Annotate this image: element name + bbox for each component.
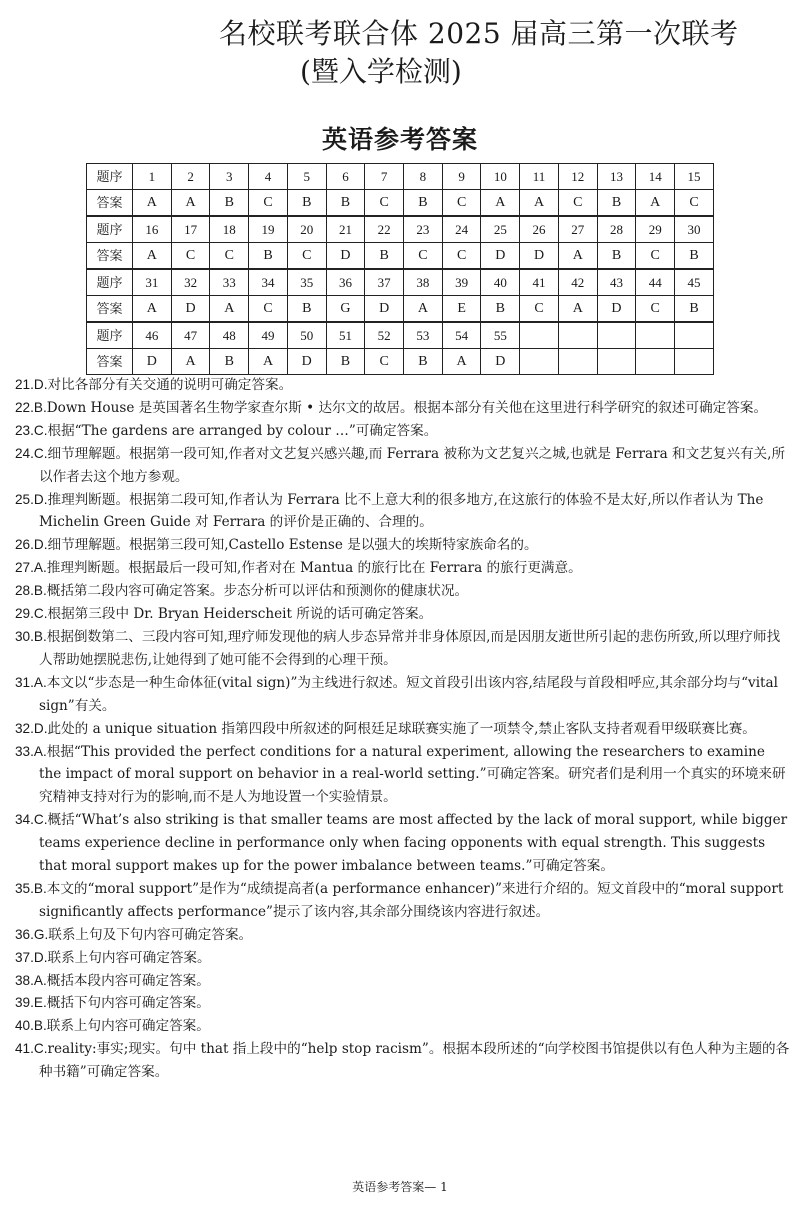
question-number-cell: 7 xyxy=(365,164,404,190)
question-number-cell: 31 xyxy=(133,269,172,296)
exam-title: 名校联考联合体 2025 届高三第一次联考 xyxy=(219,17,739,50)
question-number-cell: 18 xyxy=(210,216,249,243)
answer-cell: C xyxy=(442,190,481,217)
row-label: 答案 xyxy=(87,296,133,323)
explanation-text: 概括“What’s also striking is that smaller teams are most affected by the lack of moral support, while bigger teams experience decline in performance only when facing opponents with equal strength. This suggests that moral support makes up for the power imbalance between teams.”可确定答案。 xyxy=(39,812,788,875)
question-number-cell: 1 xyxy=(133,164,172,190)
question-number-cell: 45 xyxy=(675,269,714,296)
answer-cell: B xyxy=(365,243,404,270)
answer-cell: A xyxy=(481,190,520,217)
explanation-text: 联系上句及下句内容可确定答案。 xyxy=(48,926,253,943)
question-number-cell: 38 xyxy=(404,269,443,296)
answer-cell: D xyxy=(597,296,636,323)
answer-cell: C xyxy=(636,296,675,323)
answer-cell xyxy=(636,349,675,375)
answer-cell: A xyxy=(133,243,172,270)
question-answer-label: 39.E. xyxy=(15,995,47,1011)
answer-cell: D xyxy=(326,243,365,270)
explanation-item xyxy=(15,718,790,741)
answer-cell: B xyxy=(481,296,520,323)
explanation-text: 推理判断题。根据最后一段可知,作者对在 Mantua 的旅行比在 Ferrara 的旅行更满意。 xyxy=(46,560,582,577)
answer-cell: D xyxy=(481,243,520,270)
question-number-cell: 32 xyxy=(171,269,210,296)
answer-table xyxy=(86,163,714,375)
question-number-cell: 54 xyxy=(442,322,481,349)
question-number-cell: 36 xyxy=(326,269,365,296)
question-answer-label: 33.A. xyxy=(15,743,47,759)
answer-cell: D xyxy=(171,296,210,323)
question-number-cell: 52 xyxy=(365,322,404,349)
question-number-cell: 46 xyxy=(133,322,172,349)
question-number-cell: 23 xyxy=(404,216,443,243)
question-number-cell: 37 xyxy=(365,269,404,296)
question-answer-label: 41.C. xyxy=(15,1041,48,1057)
explanation-text: 细节理解题。根据第三段可知,Castello Estense 是以强大的埃斯特家族命名的。 xyxy=(47,537,538,554)
question-number-cell: 14 xyxy=(636,164,675,190)
answer-cell xyxy=(558,349,597,375)
question-answer-label: 40.B. xyxy=(15,1018,47,1034)
question-number-cell: 55 xyxy=(481,322,520,349)
row-label: 题序 xyxy=(87,269,133,296)
answer-cell: B xyxy=(249,243,288,270)
question-number-cell: 49 xyxy=(249,322,288,349)
answer-cell: B xyxy=(597,190,636,217)
answer-cell: A xyxy=(133,190,172,217)
question-number-cell: 19 xyxy=(249,216,288,243)
question-number-cell xyxy=(636,322,675,349)
question-number-cell: 15 xyxy=(675,164,714,190)
answer-cell: A xyxy=(636,190,675,217)
question-number-cell: 53 xyxy=(404,322,443,349)
question-number-row xyxy=(87,322,714,349)
answer-row xyxy=(87,349,714,375)
question-answer-label: 35.B. xyxy=(15,880,47,896)
answer-row xyxy=(87,190,714,217)
answer-cell: A xyxy=(404,296,443,323)
question-number-cell: 6 xyxy=(326,164,365,190)
exam-subtitle: (暨入学检测) xyxy=(300,55,462,88)
answer-cell: D xyxy=(481,349,520,375)
answer-cell: B xyxy=(287,296,326,323)
answer-cell: C xyxy=(287,243,326,270)
explanation-text: 对比各部分有关交通的说明可确定答案。 xyxy=(47,377,293,393)
question-answer-label: 28.B. xyxy=(15,583,47,599)
question-answer-label: 22.B. xyxy=(15,399,47,415)
question-number-cell xyxy=(558,322,597,349)
explanation-text: 本文的“moral support”是作为“成绩提高者(a performance enhancer)”来进行介绍的。短文首段中的“moral support significantly affects performance”提示了该内容,其余部分围绕该内容进行叙述。 xyxy=(39,880,784,920)
answer-cell: B xyxy=(404,349,443,375)
answer-cell: A xyxy=(558,296,597,323)
explanation-text: 概括第二段内容可确定答案。步态分析可以评估和预测你的健康状况。 xyxy=(46,583,469,600)
question-number-cell: 42 xyxy=(558,269,597,296)
answer-cell: B xyxy=(210,190,249,217)
question-number-cell: 10 xyxy=(481,164,520,190)
row-label: 答案 xyxy=(87,243,133,270)
answer-cell: C xyxy=(636,243,675,270)
question-answer-label: 30.B. xyxy=(15,628,47,644)
question-answer-label: 21.D. xyxy=(15,377,48,392)
question-number-cell: 39 xyxy=(442,269,481,296)
explanation-text: 根据“This provided the perfect conditions for a natural experiment, allowing the researchers to examine the impact of moral support on behavior in a real-world setting.”可确定答案。研究者们是利用一个真实的环境来研究精神支持对行为的影响,而不是人为地设置一个实验情景。 xyxy=(39,743,786,806)
answer-cell: A xyxy=(133,296,172,323)
explanation-item xyxy=(15,1015,790,1038)
question-number-cell: 40 xyxy=(481,269,520,296)
explanation-item xyxy=(15,397,790,420)
question-number-row xyxy=(87,269,714,296)
answer-cell: C xyxy=(249,190,288,217)
answer-cell: C xyxy=(365,349,404,375)
explanation-text: 根据第三段中 Dr. Bryan Heiderscheit 所说的话可确定答案。 xyxy=(47,606,433,623)
explanation-text: 联系上句内容可确定答案。 xyxy=(47,949,211,966)
question-number-cell xyxy=(675,322,714,349)
question-answer-label: 29.C. xyxy=(15,606,48,622)
explanation-item xyxy=(15,741,790,810)
question-number-cell: 13 xyxy=(597,164,636,190)
answer-cell: C xyxy=(210,243,249,270)
question-number-cell: 24 xyxy=(442,216,481,243)
question-number-cell: 2 xyxy=(171,164,210,190)
row-label: 题序 xyxy=(87,322,133,349)
question-number-row xyxy=(87,164,714,190)
answer-row xyxy=(87,296,714,323)
answer-cell: C xyxy=(365,190,404,217)
answer-cell: B xyxy=(404,190,443,217)
question-answer-label: 25.D. xyxy=(15,491,48,507)
explanation-item xyxy=(15,947,790,970)
explanation-text: 此处的 a unique situation 指第四段中所叙述的阿根廷足球联赛实施了一项禁令,禁止客队支持者观看甲级联赛比赛。 xyxy=(47,720,756,737)
question-number-cell: 27 xyxy=(558,216,597,243)
question-number-cell: 21 xyxy=(326,216,365,243)
question-answer-label: 36.G. xyxy=(15,926,49,942)
explanation-item xyxy=(15,992,790,1015)
explanation-text: Down House 是英国著名生物学家查尔斯 • 达尔文的故居。根据本部分有关他在这里进行科学研究的叙述可确定答案。 xyxy=(46,399,768,416)
question-answer-label: 31.A. xyxy=(15,674,47,690)
explanation-item xyxy=(15,374,790,397)
answer-cell: B xyxy=(326,349,365,375)
answer-cell: A xyxy=(558,243,597,270)
question-number-cell: 26 xyxy=(520,216,559,243)
question-number-cell: 3 xyxy=(210,164,249,190)
explanation-text: 联系上句内容可确定答案。 xyxy=(46,1018,210,1035)
question-number-cell: 50 xyxy=(287,322,326,349)
explanation-item xyxy=(15,580,790,603)
question-number-cell: 30 xyxy=(675,216,714,243)
answer-cell: C xyxy=(558,190,597,217)
explanation-item xyxy=(15,557,790,580)
answer-cell: G xyxy=(326,296,365,323)
answer-row xyxy=(87,243,714,270)
answer-cell: C xyxy=(249,296,288,323)
question-number-cell: 43 xyxy=(597,269,636,296)
answer-cell: A xyxy=(171,190,210,217)
answer-cell: C xyxy=(675,190,714,217)
question-answer-label: 27.A. xyxy=(15,560,47,576)
question-number-cell: 47 xyxy=(171,322,210,349)
explanation-item xyxy=(15,489,790,535)
answer-cell: A xyxy=(520,190,559,217)
explanation-text: 概括下句内容可确定答案。 xyxy=(46,995,210,1012)
explanation-text: 细节理解题。根据第一段可知,作者对文艺复兴感兴趣,而 Ferrara 被称为文艺复兴之城,也就是 Ferrara 和文艺复兴有关,所以作者去这个地方参观。 xyxy=(39,445,786,485)
explanations xyxy=(15,374,790,1084)
answer-cell: B xyxy=(287,190,326,217)
question-number-cell: 5 xyxy=(287,164,326,190)
answer-cell: C xyxy=(442,243,481,270)
answer-cell: E xyxy=(442,296,481,323)
question-number-cell: 4 xyxy=(249,164,288,190)
explanation-item xyxy=(15,878,790,924)
question-number-cell xyxy=(597,322,636,349)
row-label: 题序 xyxy=(87,164,133,190)
answer-cell: B xyxy=(597,243,636,270)
explanation-item xyxy=(15,603,790,626)
explanation-item xyxy=(15,1038,790,1084)
question-number-cell: 9 xyxy=(442,164,481,190)
answer-cell xyxy=(520,349,559,375)
explanation-text: 根据倒数第二、三段内容可知,理疗师发现他的病人步态异常并非身体原因,而是因朋友逝世所引起的悲伤所致,所以理疗师找人帮助她摆脱悲伤,让她得到了她可能不会得到的心理干预。 xyxy=(39,628,781,668)
question-number-row xyxy=(87,216,714,243)
page-footer: 英语参考答案— 1 xyxy=(352,1180,448,1194)
row-label: 答案 xyxy=(87,190,133,217)
answer-cell: D xyxy=(365,296,404,323)
answer-cell: A xyxy=(442,349,481,375)
explanation-item xyxy=(15,970,790,993)
question-answer-label: 32.D. xyxy=(15,720,48,736)
explanation-item xyxy=(15,443,790,489)
answer-cell: A xyxy=(249,349,288,375)
explanation-item xyxy=(15,626,790,672)
explanation-item xyxy=(15,672,790,718)
question-number-cell: 51 xyxy=(326,322,365,349)
answer-cell xyxy=(675,349,714,375)
answer-cell: C xyxy=(520,296,559,323)
question-number-cell: 20 xyxy=(287,216,326,243)
question-number-cell: 34 xyxy=(249,269,288,296)
explanation-text: 本文以“步态是一种生命体征(vital sign)”为主线进行叙述。短文首段引出该内容,结尾段与首段相呼应,其余部分均与“vital sign”有关。 xyxy=(39,674,778,714)
question-number-cell: 35 xyxy=(287,269,326,296)
answer-cell: D xyxy=(520,243,559,270)
question-number-cell: 8 xyxy=(404,164,443,190)
question-number-cell: 41 xyxy=(520,269,559,296)
question-answer-label: 24.C. xyxy=(15,445,48,461)
question-number-cell: 16 xyxy=(133,216,172,243)
answer-cell: A xyxy=(210,296,249,323)
question-answer-label: 26.D. xyxy=(15,537,48,553)
answer-cell: C xyxy=(171,243,210,270)
answer-cell: B xyxy=(675,296,714,323)
question-number-cell: 12 xyxy=(558,164,597,190)
question-number-cell xyxy=(520,322,559,349)
answer-cell: D xyxy=(287,349,326,375)
explanation-item xyxy=(15,420,790,443)
question-answer-label: 23.C. xyxy=(15,422,48,438)
question-answer-label: 34.C. xyxy=(15,812,48,828)
answer-cell: B xyxy=(675,243,714,270)
answer-cell xyxy=(597,349,636,375)
explanation-item xyxy=(15,924,790,947)
answer-cell: A xyxy=(171,349,210,375)
section-title: 英语参考答案 xyxy=(321,125,478,154)
question-number-cell: 11 xyxy=(520,164,559,190)
explanation-text: 根据“The gardens are arranged by colour …”可确定答案。 xyxy=(47,422,438,439)
question-number-cell: 29 xyxy=(636,216,675,243)
answer-cell: D xyxy=(133,349,172,375)
answer-cell: B xyxy=(326,190,365,217)
row-label: 题序 xyxy=(87,216,133,243)
row-label: 答案 xyxy=(87,349,133,375)
question-number-cell: 25 xyxy=(481,216,520,243)
answer-cell: B xyxy=(210,349,249,375)
question-answer-label: 37.D. xyxy=(15,949,48,965)
question-number-cell: 48 xyxy=(210,322,249,349)
explanation-text: 推理判断题。根据第二段可知,作者认为 Ferrara 比不上意大利的很多地方,在这旅行的体验不是太好,所以作者认为 The Michelin Green Guide 对 Ferrara 的评价是正确的、合理的。 xyxy=(39,491,764,531)
explanation-item xyxy=(15,809,790,878)
question-number-cell: 33 xyxy=(210,269,249,296)
question-number-cell: 22 xyxy=(365,216,404,243)
question-number-cell: 17 xyxy=(171,216,210,243)
answer-cell: C xyxy=(404,243,443,270)
explanation-item xyxy=(15,534,790,557)
question-number-cell: 28 xyxy=(597,216,636,243)
question-number-cell: 44 xyxy=(636,269,675,296)
question-answer-label: 38.A. xyxy=(15,972,47,988)
explanation-text: reality:事实;现实。句中 that 指上段中的“help stop racism”。根据本段所述的“向学校图书馆提供以有色人种为主题的各种书籍”可确定答案。 xyxy=(39,1041,790,1081)
explanation-text: 概括本段内容可确定答案。 xyxy=(46,972,210,989)
